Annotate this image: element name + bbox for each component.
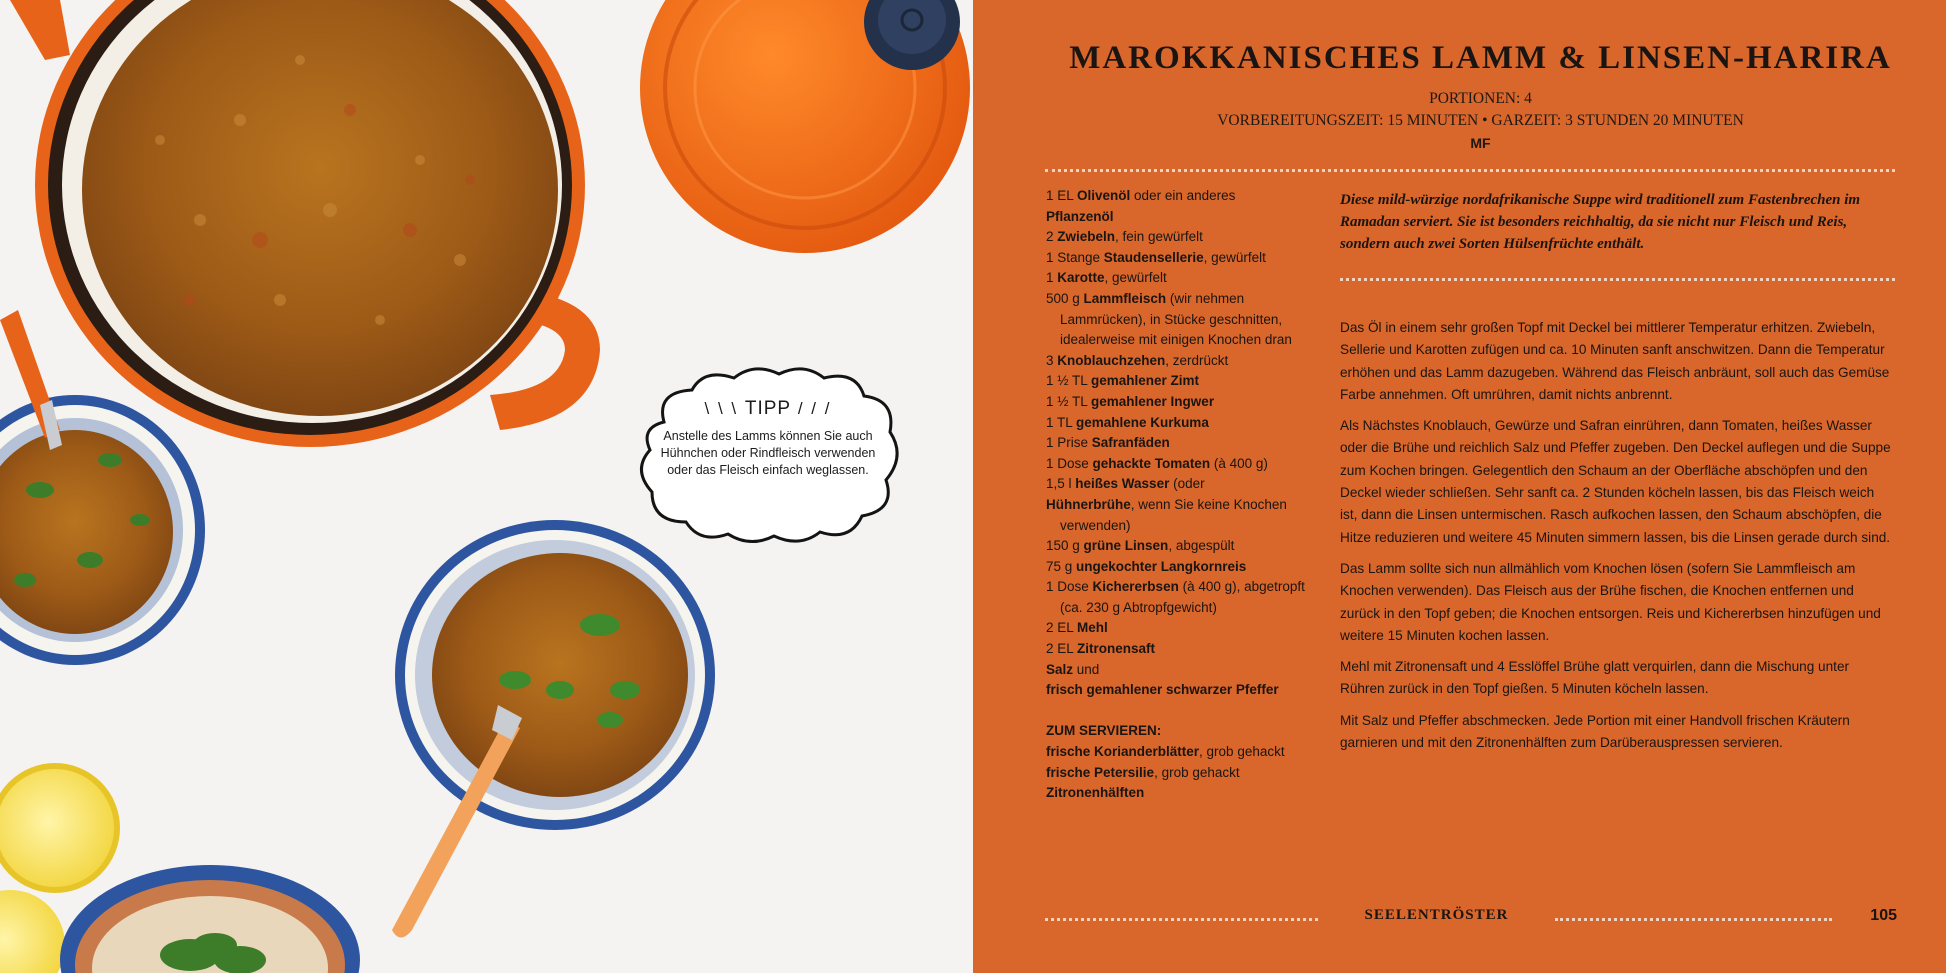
ingredient-item xyxy=(1046,289,1321,351)
ingredient-quantity: 1 ½ TL xyxy=(1046,393,1092,409)
serving-items xyxy=(1046,742,1321,804)
ingredient-name: frisch gemahlener schwarzer Pfeffer xyxy=(1046,682,1279,698)
ingredient-quantity: 500 g xyxy=(1046,290,1084,306)
ingredient-name: Mehl xyxy=(1077,620,1108,636)
ingredient-quantity: 150 g xyxy=(1046,538,1084,554)
ingredient-item xyxy=(1046,186,1321,207)
ingredient-name: Karotte xyxy=(1057,270,1105,286)
ingredient-name: Knoblauchzehen xyxy=(1057,352,1166,368)
ingredient-name: Pflanzenöl xyxy=(1046,208,1114,224)
ingredient-quantity: 1 Dose xyxy=(1046,579,1093,595)
ingredient-item xyxy=(1046,207,1321,228)
ingredient-note: , grob gehackt xyxy=(1154,764,1240,780)
tip-title: TIPP xyxy=(744,398,792,419)
small-bowl-left xyxy=(0,395,205,665)
ingredient-item xyxy=(1046,248,1321,269)
ingredient-name: Zitronensaft xyxy=(1077,641,1156,657)
ingredient-name: heißes Wasser xyxy=(1075,476,1170,492)
page-number: 105 xyxy=(1870,907,1897,924)
ingredient-name: frische Korianderblätter xyxy=(1046,744,1200,760)
ingredient-name: Hühnerbrühe xyxy=(1046,496,1131,512)
diet-badge: MF xyxy=(1470,135,1491,151)
prep-time: VORBEREITUNGSZEIT: 15 MINUTEN xyxy=(1217,112,1479,129)
ingredient-name: gemahlene Kurkuma xyxy=(1076,414,1209,430)
ingredient-item xyxy=(1046,433,1321,454)
times-line xyxy=(1043,110,1918,132)
spacer xyxy=(1046,701,1321,722)
ingredient-quantity: 1 Prise xyxy=(1046,435,1092,451)
section-name: SEELENTRÖSTER xyxy=(1364,907,1509,923)
ingredient-item xyxy=(1046,495,1321,536)
dotted-divider-top xyxy=(1045,169,1895,172)
tip-text: Anstelle des Lamms können Sie auch Hühnchen oder Rindfleisch verwenden oder das Fleisch einfach weglassen. xyxy=(660,429,876,477)
dotted-divider-intro xyxy=(1340,278,1895,281)
tip-heading xyxy=(634,398,902,420)
ingredient-item xyxy=(1046,577,1321,618)
ingredient-item xyxy=(1046,557,1321,578)
footer-dots-left xyxy=(1045,918,1318,921)
ingredient-note: , gewürfelt xyxy=(1104,270,1167,286)
ingredient-note: , wenn Sie keine Knochen verwenden) xyxy=(1060,496,1287,533)
ingredient-name: gehackte Tomaten xyxy=(1092,455,1211,471)
method-step: Mehl mit Zitronensaft und 4 Esslöffel Brühe glatt verquirlen, dann die Mischung unter Rühren zurück in den Topf gießen. 5 Minuten köcheln lassen. xyxy=(1340,659,1850,697)
ingredient-name: gemahlener Ingwer xyxy=(1091,393,1215,409)
ingredient-note: (à 400 g), abgetropft (ca. 230 g Abtropfgewicht) xyxy=(1060,579,1305,615)
method-step: Das Lamm sollte sich nun allmählich vom Knochen lösen (sofern Sie Lammfleisch am Knochen verwenden). Das Fleisch aus der Brühe fischen, die Knochen entfernen und zurück in den Topf geben; die Knochen entsorgen. Reis und Kichererbsen hinzufügen und weitere 15 Minuten kochen lassen. xyxy=(1340,560,1881,643)
recipe-meta xyxy=(1043,88,1918,154)
ingredient-name: grüne Linsen xyxy=(1083,538,1169,554)
ingredient-quantity: 2 EL xyxy=(1046,620,1078,636)
ingredient-name: Staudensellerie xyxy=(1103,249,1204,265)
recipe-title: MAROKKANISCHES LAMM & LINSEN-HARIRA xyxy=(1069,40,1892,76)
ingredient-quantity: 75 g xyxy=(1046,558,1077,574)
ingredient-quantity: 1 TL xyxy=(1046,414,1077,430)
ingredient-item xyxy=(1046,763,1321,784)
ingredient-name: Kichererbsen xyxy=(1092,579,1179,595)
ingredient-name: Safranfäden xyxy=(1091,435,1170,451)
ingredient-item xyxy=(1046,351,1321,372)
pot-lid xyxy=(640,0,970,253)
ingredient-item xyxy=(1046,268,1321,289)
cook-time: GARZEIT: 3 STUNDEN 20 MINUTEN xyxy=(1491,112,1744,129)
ingredient-note: (à 400 g) xyxy=(1210,455,1268,471)
method-step: Das Öl in einem sehr großen Topf mit Deckel bei mittlerer Temperatur erhitzen. Zwiebeln, Sellerie und Karotten zufügen und ca. 10 Minuten sanft anschwitzen. Dann die Temperatur erhöhen und das Lamm dazugeben. Während das Fleisch anbräunt, soll auch das Gemüse Farbe annehmen. Oft umrühren, damit nichts anbrennt. xyxy=(1340,320,1890,402)
large-pot xyxy=(35,0,585,447)
ingredient-note: , abgespült xyxy=(1168,538,1235,554)
herb-bowl xyxy=(60,865,360,973)
ingredient-quantity: 1 Dose xyxy=(1046,455,1093,471)
ingredient-name: frische Petersilie xyxy=(1046,764,1155,780)
ingredient-item xyxy=(1046,742,1321,763)
serving-heading: ZUM SERVIEREN: xyxy=(1046,723,1162,739)
ingredient-item xyxy=(1046,680,1321,701)
ingredient-list xyxy=(1046,186,1321,804)
ingredient-note: (wir nehmen Lammrücken), in Stücke geschnitten, idealerweise mit einigen Knochen dran xyxy=(1060,290,1292,348)
soup-bowl xyxy=(395,520,715,830)
ingredient-quantity: 1,5 l xyxy=(1046,476,1076,492)
ingredient-item xyxy=(1046,783,1321,804)
ingredient-item xyxy=(1046,474,1321,495)
ingredient-item xyxy=(1046,536,1321,557)
ingredient-item xyxy=(1046,618,1321,639)
ingredient-name: Zitronenhälften xyxy=(1046,785,1145,801)
ingredient-item xyxy=(1046,454,1321,475)
ingredient-note: , fein gewürfelt xyxy=(1115,229,1203,245)
ingredient-item xyxy=(1046,660,1321,681)
servings: PORTIONEN: 4 xyxy=(1429,90,1532,107)
time-separator: • xyxy=(1482,112,1488,129)
tick-marks-right: / / / xyxy=(791,399,832,418)
ingredient-quantity: 3 xyxy=(1046,352,1058,368)
ingredients xyxy=(1046,186,1321,701)
ingredient-name: Zwiebeln xyxy=(1057,229,1116,245)
ingredient-name: Lammfleisch xyxy=(1083,290,1167,306)
recipe-page xyxy=(973,0,1946,973)
ingredient-note: oder ein anderes xyxy=(1130,188,1236,203)
ingredient-note: (oder xyxy=(1169,476,1205,492)
ingredient-note: , grob gehackt xyxy=(1199,744,1285,760)
ingredient-note: , gewürfelt xyxy=(1203,249,1266,265)
ingredient-name: Salz xyxy=(1046,661,1074,677)
method-step: Mit Salz und Pfeffer abschmecken. Jede Portion mit einer Handvoll frischen Kräutern garnieren und mit den Zitronenhälften zum Darüberauspressen servieren. xyxy=(1340,712,1850,751)
tick-marks-left: \ \ \ xyxy=(704,399,745,418)
ingredient-note: , zerdrückt xyxy=(1165,352,1229,368)
ingredient-name: Olivenöl xyxy=(1077,188,1131,203)
ingredient-quantity: 2 xyxy=(1046,229,1058,245)
ingredient-quantity: 1 EL xyxy=(1046,188,1078,203)
ingredient-name: gemahlener Zimt xyxy=(1091,373,1200,389)
tip-callout xyxy=(634,362,902,548)
ingredient-quantity: 2 EL xyxy=(1046,641,1078,657)
pot-handle-left xyxy=(10,0,70,60)
ingredient-quantity: 1 xyxy=(1046,270,1058,286)
recipe-intro: Diese mild-würzige nordafrikanische Suppe wird traditionell zum Fastenbrechen im Ramadan serviert. Sie ist besonders reichhaltig, da sie nicht nur Fleisch und Reis, sondern auch zwei Sorten Hülsenfrüchte enthält. xyxy=(1340,192,1861,252)
ingredient-note: und xyxy=(1073,661,1100,677)
ingredient-item xyxy=(1046,639,1321,660)
ingredient-name: ungekochter Langkornreis xyxy=(1076,558,1247,574)
ingredient-item xyxy=(1046,392,1321,413)
footer-dots-right xyxy=(1555,918,1832,921)
ingredient-quantity: 1 Stange xyxy=(1046,249,1104,265)
ingredient-item xyxy=(1046,371,1321,392)
method-steps xyxy=(1340,317,1895,763)
ingredient-item xyxy=(1046,413,1321,434)
ingredient-quantity: 1 ½ TL xyxy=(1046,373,1092,389)
ingredient-item xyxy=(1046,227,1321,248)
method-step: Als Nächstes Knoblauch, Gewürze und Safran einrühren, dann Tomaten, heißes Wasser oder die Brühe und reichlich Salz und Pfeffer zugeben. Den Deckel auflegen und die Suppe zum Kochen bringen. Gelegentlich den Schaum an der Oberfläche abschöpfen und den Deckel wieder schließen. Sehr sanft ca. 2 Stunden köcheln lassen, bis das Fleisch weich ist, dann die Linsen untermischen. Rasch aufkochen lassen, den Schaum abschöpfen, die Hitze reduzieren und weitere 45 Minuten simmern lassen, bis die Linsen gerade durch sind. xyxy=(1340,418,1891,545)
